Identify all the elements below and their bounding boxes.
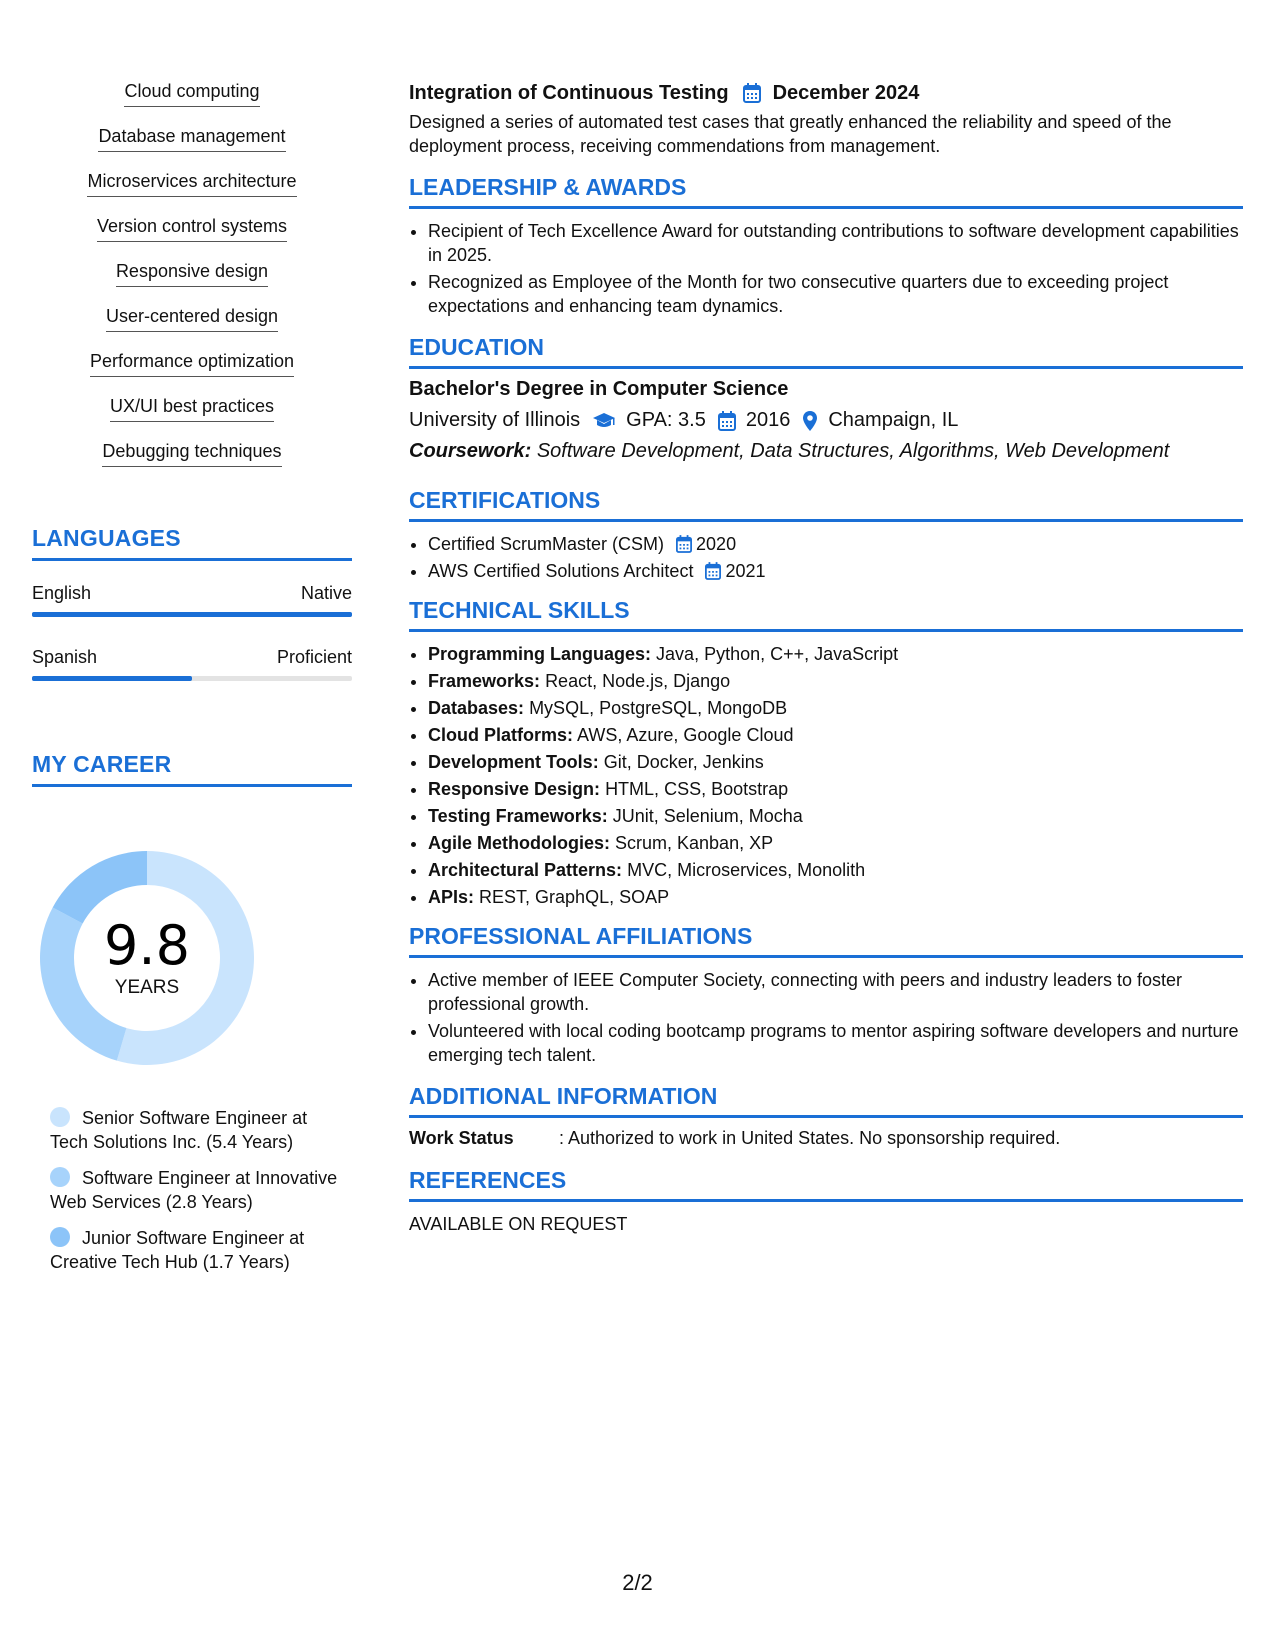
- coursework-label: Coursework:: [409, 440, 532, 462]
- language-bar: [32, 676, 352, 681]
- affiliations-list: [409, 968, 1243, 1067]
- language-name: English: [32, 583, 92, 603]
- career-donut-chart: [34, 845, 260, 1071]
- list-item: • Cloud Platforms: AWS, Azure, Google Cloud: [428, 723, 1243, 747]
- right-column: [409, 80, 1243, 1235]
- certifications-section: [409, 487, 1243, 583]
- skill-item: UX/UI best practices: [32, 395, 352, 440]
- skill-item: Version control systems: [32, 215, 352, 260]
- work-status-value: : Authorized to work in United States. No sponsorship required.: [559, 1128, 1061, 1148]
- legend-item: [50, 1106, 340, 1154]
- certification-year: 2020: [696, 534, 737, 554]
- references-text: AVAILABLE ON REQUEST: [409, 1214, 628, 1234]
- language-bar: [32, 612, 352, 617]
- language-name: Spanish: [32, 647, 98, 667]
- language-level: Proficient: [276, 647, 352, 667]
- leadership-list: [409, 219, 1243, 318]
- career-title: MY CAREER: [32, 751, 352, 787]
- coursework: [409, 440, 1243, 463]
- list-item: • Frameworks: React, Node.js, Django: [428, 669, 1243, 693]
- language-bar-fill: [32, 612, 352, 617]
- legend-item: [50, 1166, 340, 1214]
- gpa: GPA: 3.5: [626, 409, 706, 431]
- skill-item: User-centered design: [32, 305, 352, 350]
- school-location: Champaign, IL: [828, 409, 959, 431]
- list-item: [428, 559, 1243, 583]
- affiliations-title: PROFESSIONAL AFFILIATIONS: [409, 923, 1243, 958]
- skills-list: [32, 80, 352, 485]
- career-years-unit: YEARS: [114, 977, 180, 998]
- certifications-title: CERTIFICATIONS: [409, 487, 1243, 522]
- career-section: [32, 751, 352, 787]
- list-item: [428, 532, 1243, 556]
- technical-skills-section: [409, 597, 1243, 909]
- additional-info-section: [409, 1083, 1243, 1149]
- list-item: • Recipient of Tech Excellence Award for outstanding contributions to software development capabilities in 2025.: [428, 219, 1243, 267]
- education-details: [409, 409, 1243, 432]
- skill-item: Cloud computing: [32, 80, 352, 125]
- certifications-list: [409, 532, 1243, 583]
- list-item: • Volunteered with local coding bootcamp programs to mentor aspiring software developers and nurture emerging tech talent.: [428, 1019, 1243, 1067]
- calendar-icon: [705, 562, 721, 580]
- project-date: December 2024: [772, 81, 920, 104]
- legend-text: Senior Software Engineer at Tech Solutions Inc. (5.4 Years): [50, 1108, 308, 1152]
- list-item: • Databases: MySQL, PostgreSQL, MongoDB: [428, 696, 1243, 720]
- degree-name: Bachelor's Degree in Computer Science: [409, 378, 789, 400]
- map-pin-icon: [802, 410, 818, 432]
- list-item: • Active member of IEEE Computer Society, connecting with peers and industry leaders to foster professional growth.: [428, 968, 1243, 1016]
- calendar-icon: [718, 411, 736, 431]
- school-name: University of Illinois: [409, 409, 581, 431]
- certification-name: • Certified ScrumMaster (CSM): [428, 534, 665, 554]
- list-item: • Architectural Patterns: MVC, Microservices, Monolith: [428, 858, 1243, 882]
- project-title: Integration of Continuous Testing: [409, 81, 729, 104]
- skill-item: Debugging techniques: [32, 440, 352, 485]
- language-entry: [32, 647, 352, 681]
- language-entry: [32, 583, 352, 617]
- references-section: [409, 1167, 1243, 1235]
- list-item: • Testing Frameworks: JUnit, Selenium, Mocha: [428, 804, 1243, 828]
- languages-section: [32, 525, 352, 681]
- leadership-title: LEADERSHIP & AWARDS: [409, 174, 1243, 209]
- legend-text: Software Engineer at Innovative Web Services (2.8 Years): [50, 1168, 338, 1212]
- legend-dot: [50, 1107, 70, 1127]
- graduation-cap-icon: [592, 412, 616, 430]
- work-status-row: [409, 1128, 1243, 1149]
- career-legend: [50, 1106, 340, 1286]
- technical-skills-list: [409, 642, 1243, 909]
- leadership-section: [409, 174, 1243, 318]
- project-entry: [409, 80, 1243, 158]
- languages-title: LANGUAGES: [32, 525, 352, 561]
- legend-dot: [50, 1167, 70, 1187]
- calendar-icon: [676, 535, 692, 553]
- page-number: 2/2: [622, 1570, 653, 1595]
- skill-item: Database management: [32, 125, 352, 170]
- list-item: • Responsive Design: HTML, CSS, Bootstrap: [428, 777, 1243, 801]
- list-item: • Programming Languages: Java, Python, C++, JavaScript: [428, 642, 1243, 666]
- technical-skills-title: TECHNICAL SKILLS: [409, 597, 1243, 632]
- certification-year: 2021: [725, 561, 766, 581]
- project-header: [409, 80, 1243, 106]
- graduation-year: 2016: [745, 409, 791, 431]
- education-section: [409, 334, 1243, 463]
- list-item: • APIs: REST, GraphQL, SOAP: [428, 885, 1243, 909]
- work-status-label: Work Status: [409, 1128, 514, 1148]
- list-item: • Agile Methodologies: Scrum, Kanban, XP: [428, 831, 1243, 855]
- references-title: REFERENCES: [409, 1167, 1243, 1202]
- list-item: • Recognized as Employee of the Month for two consecutive quarters due to exceeding project expectations and enhancing team dynamics.: [428, 270, 1243, 318]
- legend-text: Junior Software Engineer at Creative Tech Hub (1.7 Years): [50, 1228, 305, 1272]
- coursework-list: Software Development, Data Structures, Algorithms, Web Development: [536, 440, 1170, 462]
- skill-item: Performance optimization: [32, 350, 352, 395]
- left-column: [32, 80, 352, 787]
- affiliations-section: [409, 923, 1243, 1067]
- legend-item: [50, 1226, 340, 1274]
- language-level: Native: [300, 583, 352, 603]
- skill-item: Microservices architecture: [32, 170, 352, 215]
- donut-center: [34, 845, 260, 1071]
- list-item: • Development Tools: Git, Docker, Jenkins: [428, 750, 1243, 774]
- project-description: Designed a series of automated test cases that greatly enhanced the reliability and speed of the deployment process, receiving commendations from management.: [409, 112, 1172, 156]
- skill-item: Responsive design: [32, 260, 352, 305]
- education-title: EDUCATION: [409, 334, 1243, 369]
- additional-info-title: ADDITIONAL INFORMATION: [409, 1083, 1243, 1118]
- calendar-icon: [743, 83, 761, 103]
- career-total-years: 9.8: [104, 914, 190, 977]
- language-bar-fill: [32, 676, 192, 681]
- legend-dot: [50, 1227, 70, 1247]
- certification-name: • AWS Certified Solutions Architect: [428, 561, 694, 581]
